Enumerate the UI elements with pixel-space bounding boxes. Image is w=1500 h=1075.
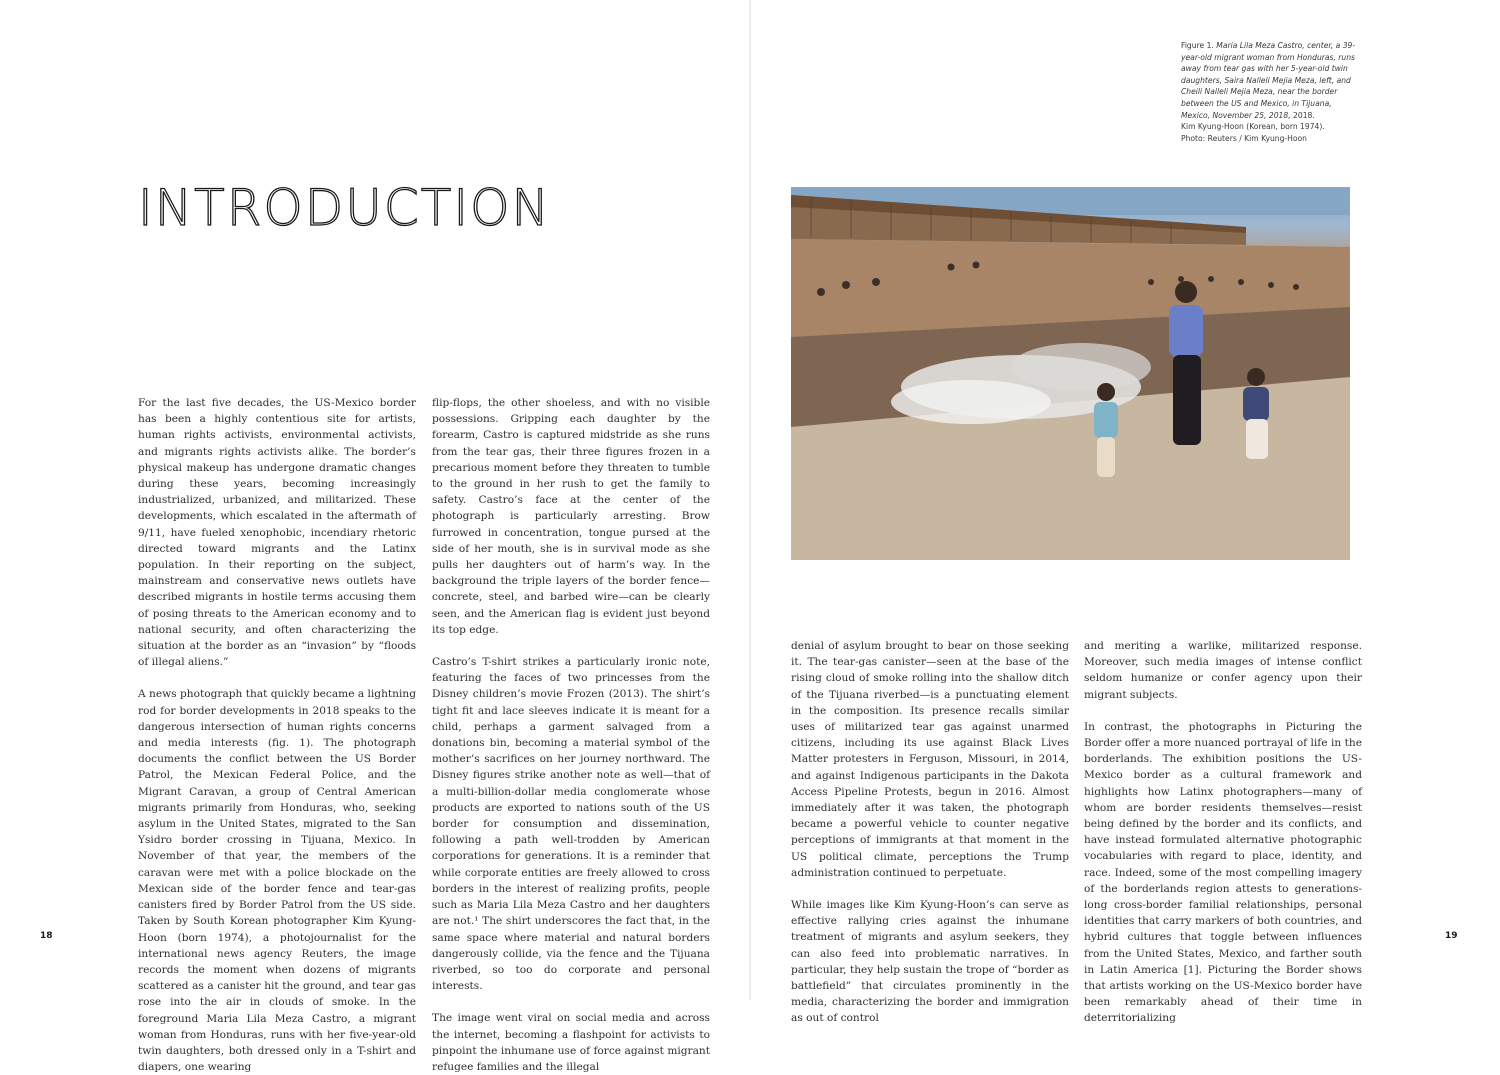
paragraph: While images like Kim Kyung-Hoon’s can serve as effective rallying cries against the inhumane treatment of migrants and asylum seekers, they can also feed into problematic narratives. In particular, they help sustain the trope of “border as battlefield” that circulates prominently in the media, characterizing the border and immigration as out of control [791, 899, 1069, 1025]
text-column-4 [1084, 638, 1362, 1027]
caption-credit: Kim Kyung-Hoon (Korean, born 1974). [1181, 122, 1325, 132]
paragraph: In contrast, the photographs in Picturing the Border offer a more nuanced portrayal of life in the borderlands. The exhibition positions the US-Mexico border as a cultural framework and highlights how Latinx photographers—many of whom are border residents themselves—resist being defined by the border and its conflicts, and have instead formulated alternative photographic vocabularies with regard to place, identity, and race. Indeed, some of the most compelling imagery of the borderlands region attests to generations-long cross-border familial relationships, personal identities that carry markers of both countries, and hybrid cultures that toggle between influences from the United States, Mexico, and farther south in Latin America [1]. Picturing the Border shows that artists working on the US-Mexico border have been remarkably ahead of their time in deterritorializing [1084, 720, 1362, 1025]
page-number: 18 [40, 931, 53, 941]
caption-year: 2018. [1293, 110, 1315, 120]
paragraph: For the last five decades, the US-Mexico border has been a highly contentious site for artists, human rights activists, environmental activists, and migrants rights activists alike. The border’s physical makeup has undergone dramatic changes during these years, becoming increasingly industrialized, urbanized, and militarized. These developments, which escalated in the aftermath of 9/11, have fueled xenophobic, incendiary rhetoric directed toward migrants and the Latinx population. In their reporting on the subject, mainstream and conservative news outlets have described migrants in hostile terms accusing them of posing threats to the American economy and to national security, and often characterizing the situation at the border as an “invasion” by “floods of illegal aliens.” [138, 397, 416, 669]
text-column-2 [432, 395, 710, 1075]
text-column-1 [138, 395, 416, 1075]
paragraph: Castro’s T-shirt strikes a particularly ironic note, featuring the faces of two princesses from the Disney children’s movie Frozen (2013). The shirt’s tight fit and lace sleeves indicate it is meant for a child, perhaps a garment salvaged from a donations bin, becoming a material symbol of the mother’s sacrifices on her journey northward. The Disney figures strike another note as well—that of a multi-billion-dollar media conglomerate whose products are exported to nations south of the US border for consumption and dissemination, following a path well-trodden by American corporations for generations. It is a reminder that while corporate entities are freely allowed to cross borders in the interest of realizing profits, people such as Maria Lila Meza Castro and her daughters are not.¹ The shirt underscores the fact that, in the same space where material and natural borders dangerously collide, via the fence and the Tijuana riverbed, so too do corporate and personal interests. [432, 656, 710, 993]
page-number: 19 [1445, 931, 1458, 941]
paragraph: denial of asylum brought to bear on those seeking it. The tear-gas canister—seen at the base of the rising cloud of smoke rolling into the shallow ditch of the Tijuana riverbed—is a punctuating element in the composition. Its presence recalls similar uses of militarized tear gas against unarmed citizens, including its use against Black Lives Matter protesters in Ferguson, Missouri, in 2014, and against Indigenous participants in the Dakota Access Pipeline Protests, begun in 2016. Almost immediately after it was taken, the photograph became a powerful vehicle to counter negative perceptions of immigrants at that moment in the US political climate, perceptions the Trump administration continued to perpetuate. [791, 640, 1069, 879]
paragraph: flip-flops, the other shoeless, and with no visible possessions. Gripping each daughter by the forearm, Castro is captured midstride as she runs from the tear gas, their three figures frozen in a precarious moment before they threaten to tumble to the ground in her rush to get the family to safety. Castro’s face at the center of the photograph is particularly arresting. Brow furrowed in concentration, tongue pursed at the side of her mouth, she is in survival mode as she pulls her daughters out of harm’s way. In the background the triple layers of the border fence—concrete, steel, and barbed wire—can be clearly seen, and the American flag is evident just beyond its top edge. [432, 397, 710, 636]
paragraph: A news photograph that quickly became a lightning rod for border developments in 2018 speaks to the dangerous intersection of human rights concerns and media interests (fig. 1). The photograph documents the conflict between the US Border Patrol, the Mexican Federal Police, and the Migrant Caravan, a group of Central American migrants primarily from Honduras, who, seeking asylum in the United States, migrated to the San Ysidro border crossing in Tijuana, Mexico. In November of that year, the members of the caravan were met with a police blockade on the Mexican side of the border fence and tear-gas canisters fired by Border Patrol from the US side. Taken by South Korean photographer Kim Kyung-Hoon (born 1974), a photojournalist for the international news agency Reuters, the image records the moment when dozens of migrants scattered as a canister hit the ground, and tear gas rose into the air in clouds of smoke. In the foreground Maria Lila Meza Castro, a migrant woman from Honduras, runs with her five-year-old twin daughters, both dressed only in a T-shirt and diapers, one wearing [138, 688, 416, 1074]
caption-label: Figure 1. [1181, 41, 1214, 50]
caption-description: Maria Lila Meza Castro, center, a 39-year-old migrant woman from Honduras, runs away from tear gas with her 5-year-old twin daughters, Saira Nalleli Mejia Meza, left, and Cheili Nalleli Mejia Meza, near the border between the US and Mexico, in Tijuana, Mexico, November 25, 2018, [1181, 41, 1356, 120]
page-title: INTRODUCTION [138, 179, 551, 237]
paragraph: and meriting a warlike, militarized response. Moreover, such media images of intense conflict seldom humanize or confer agency upon their migrant subjects. [1084, 640, 1362, 701]
left-page [0, 0, 750, 1074]
caption-photo-credit: Photo: Reuters / Kim Kyung-Hoon [1181, 133, 1307, 143]
text-column-3 [791, 638, 1069, 1027]
paragraph: The image went viral on social media and across the internet, becoming a flashpoint for activists to pinpoint the inhumane use of force against migrant refugee families and the illegal [432, 1012, 710, 1073]
